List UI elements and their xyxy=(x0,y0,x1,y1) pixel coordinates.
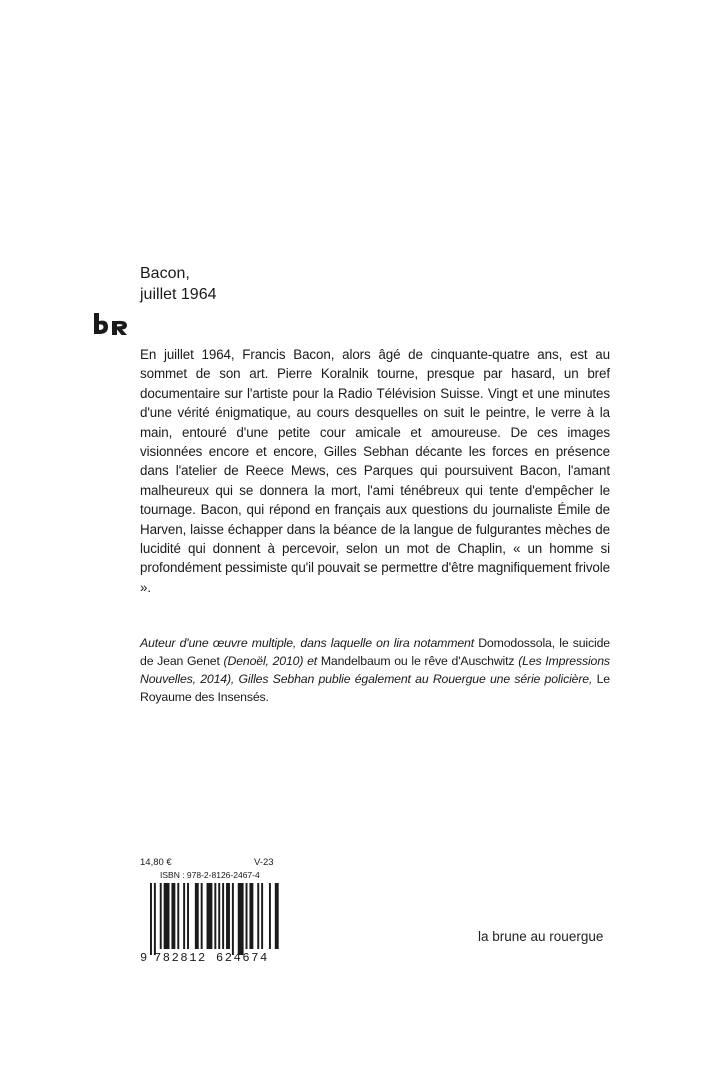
isbn-barcode xyxy=(140,883,280,963)
bio-book-title-1: Domodossola, le suicide de Jean Genet xyxy=(140,636,610,668)
barcode-bar xyxy=(183,883,185,949)
barcode-digits-left: 782812 xyxy=(154,951,207,963)
barcode-bar xyxy=(222,883,224,949)
book-title-line-2: juillet 1964 xyxy=(140,286,217,303)
barcode-bar xyxy=(257,883,259,949)
isbn-label: ISBN : 978-2-8126-2467-4 xyxy=(160,870,260,880)
barcode-bar xyxy=(150,883,152,955)
barcode-bar xyxy=(226,883,230,949)
barcode-bar xyxy=(177,883,179,949)
barcode-bar xyxy=(218,883,220,949)
barcode-bar xyxy=(275,883,279,949)
barcode-bar xyxy=(269,883,271,949)
summary-paragraph: En juillet 1964, Francis Bacon, alors âgé de cinquante-quatre ans, est au sommet de son art. Pierre Koralnik tourne, presque par hasard, un bref documentaire sur l'artiste pour la Radio Télévision Suisse. Vingt et une minutes d'une vérité énigmatique, au cours desquelles on suit le peintre, le verre à la main, entouré d'une petite cour amicale et amoureuse. De ces images visionnées encore et encore, Gilles Sebhan décante les forces en présence dans l'atelier de Reece Mews, ces Parques qui poursuivent Bacon, l'amant malheureux qui se donnera la mort, l'ami ténébreux qui tente d'empêcher le tournage. Bacon, qui répond en français aux questions du journaliste Émile de Harven, laisse échapper dans la béance de la langue de fulgurantes mèches de lucidité qui donnent à percevoir, selon un mot de Chaplin, « un homme si profondément pessimiste qu'il pouvait se permettre d'être magnifiquement frivole ». xyxy=(140,347,610,595)
barcode-bars xyxy=(150,883,279,955)
bio-publisher-2: (Les Impressions Nouvelles, 2014), Gilles Sebhan publie également au Rouergue une série policière, xyxy=(140,654,610,686)
barcode-bar xyxy=(261,883,263,949)
bio-intro: Auteur d'une œuvre multiple, dans laquelle on lira notamment xyxy=(140,636,474,650)
barcode-bar xyxy=(214,883,216,949)
barcode-bar xyxy=(207,883,213,949)
barcode-bar xyxy=(249,883,253,949)
bio-book-title-2: Mandelbaum ou le rêve d'Auschwitz xyxy=(320,654,515,668)
barcode-digit-lead: 9 xyxy=(140,951,148,963)
barcode-bar xyxy=(195,883,199,949)
barcode-bar xyxy=(154,883,156,955)
barcode-bar xyxy=(232,883,234,955)
barcode-bar xyxy=(201,883,203,949)
book-title-line-1: Bacon, xyxy=(140,265,190,282)
barcode-digits-right: 624674 xyxy=(216,951,269,963)
barcode-bar xyxy=(171,883,175,949)
price-label: 14,80 € xyxy=(140,857,172,868)
barcode-bar xyxy=(164,883,170,949)
catalog-code: V-23 xyxy=(254,857,274,868)
barcode-bar xyxy=(246,883,248,949)
book-title xyxy=(140,263,217,305)
bio-series-title: Le Royaume des Insensés. xyxy=(140,672,610,704)
barcode-bar xyxy=(187,883,189,949)
br-publisher-logo-icon xyxy=(94,312,128,336)
barcode-bar xyxy=(238,883,244,955)
bio-publisher-1: (Denoël, 2010) et xyxy=(223,654,318,668)
book-summary xyxy=(140,345,610,597)
barcode-bar xyxy=(160,883,162,949)
author-bio xyxy=(140,634,610,706)
publisher-name: la brune au rouergue xyxy=(478,929,604,944)
